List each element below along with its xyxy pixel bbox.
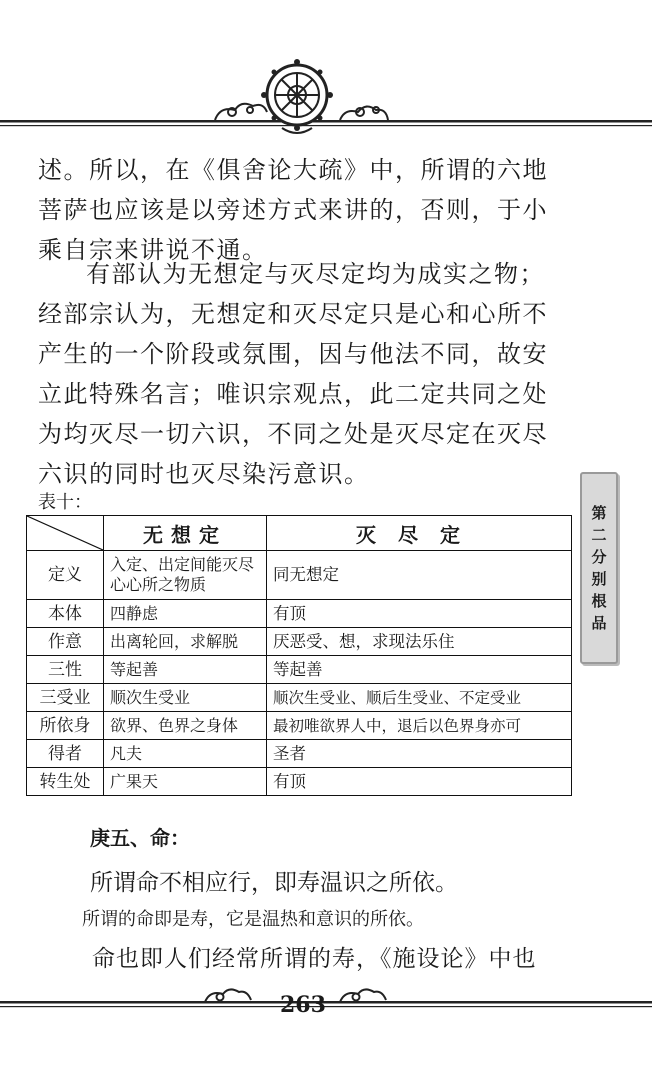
side-tab-char: 二 — [591, 526, 607, 544]
side-tab-char: 根 — [591, 592, 607, 610]
table-row — [27, 684, 572, 712]
cell-miejin: 有顶 — [267, 768, 572, 796]
cell-wuxiang: 顺次生受业 — [104, 684, 267, 712]
section-heading: 庚五、命： — [90, 826, 190, 850]
table-row — [27, 712, 572, 740]
root-verse: 所谓命不相应行，即寿温识之所依。 — [90, 870, 458, 896]
page-number: 263 — [280, 992, 326, 1018]
row-label: 三性 — [27, 656, 104, 684]
verse-commentary: 所谓的命即是寿，它是温热和意识的所依。 — [82, 909, 424, 930]
side-tab-char: 第 — [591, 504, 607, 522]
table-header-wuxiang: 无想定 — [104, 516, 267, 551]
diagonal-line — [27, 516, 103, 550]
table-row — [27, 656, 572, 684]
body-paragraph-2: 有部认为无想定与灭尽定均为成实之物；经部宗认为，无想定和灭尽定只是心和心所不产生的一个阶段或氛围，因与他法不同，故安立此特殊名言；唯识宗观点，此二定共同之处为均灭尽一切六识，不同之处是灭尽定在灭尽六识的同时也灭尽染污意识。 — [38, 260, 548, 488]
cell-miejin: 顺次生受业、顺后生受业、不定受业 — [267, 684, 572, 712]
dharma-wheel-icon — [0, 40, 652, 150]
table-header-row — [27, 516, 572, 551]
header-ornament — [0, 40, 652, 150]
cell-miejin: 最初唯欲界人中，退后以色界身亦可 — [267, 712, 572, 740]
row-label: 转生处 — [27, 768, 104, 796]
table-row — [27, 768, 572, 796]
row-label: 本体 — [27, 600, 104, 628]
cell-wuxiang: 等起善 — [104, 656, 267, 684]
cell-wuxiang: 欲界、色界之身体 — [104, 712, 267, 740]
side-tab-char: 别 — [591, 570, 607, 588]
table-corner-cell — [27, 516, 104, 551]
cell-miejin: 有顶 — [267, 600, 572, 628]
cloud-rule-icon — [0, 985, 652, 1025]
side-tab-char: 品 — [591, 614, 607, 632]
cell-wuxiang: 四静虑 — [104, 600, 267, 628]
table-caption: 表十： — [38, 492, 92, 513]
cell-miejin: 同无想定 — [267, 551, 572, 600]
table-header-miejin: 灭尽定 — [267, 516, 572, 551]
cell-miejin: 等起善 — [267, 656, 572, 684]
comparison-table — [26, 515, 572, 796]
row-label: 三受业 — [27, 684, 104, 712]
chapter-side-tab — [580, 472, 618, 664]
row-label: 所依身 — [27, 712, 104, 740]
body-paragraph-1: 述。所以，在《俱舍论大疏》中，所谓的六地菩萨也应该是以旁述方式来讲的，否则，于小乘自宗来讲说不通。 — [38, 156, 548, 264]
table-row — [27, 628, 572, 656]
cell-miejin: 厌恶受、想，求现法乐住 — [267, 628, 572, 656]
cell-wuxiang: 入定、出定间能灭尽心心所之物质 — [104, 551, 267, 600]
cell-miejin: 圣者 — [267, 740, 572, 768]
table-row — [27, 600, 572, 628]
table-row — [27, 740, 572, 768]
side-tab-char: 分 — [591, 548, 607, 566]
cell-wuxiang: 出离轮回，求解脱 — [104, 628, 267, 656]
cell-wuxiang: 广果天 — [104, 768, 267, 796]
row-label: 定义 — [27, 551, 104, 600]
cell-wuxiang: 凡夫 — [104, 740, 267, 768]
table-row — [27, 551, 572, 600]
row-label: 作意 — [27, 628, 104, 656]
row-label: 得者 — [27, 740, 104, 768]
footer-ornament — [0, 985, 652, 1025]
body-paragraph-3: 命也即人们经常所谓的寿，《施设论》中也 — [92, 946, 537, 972]
